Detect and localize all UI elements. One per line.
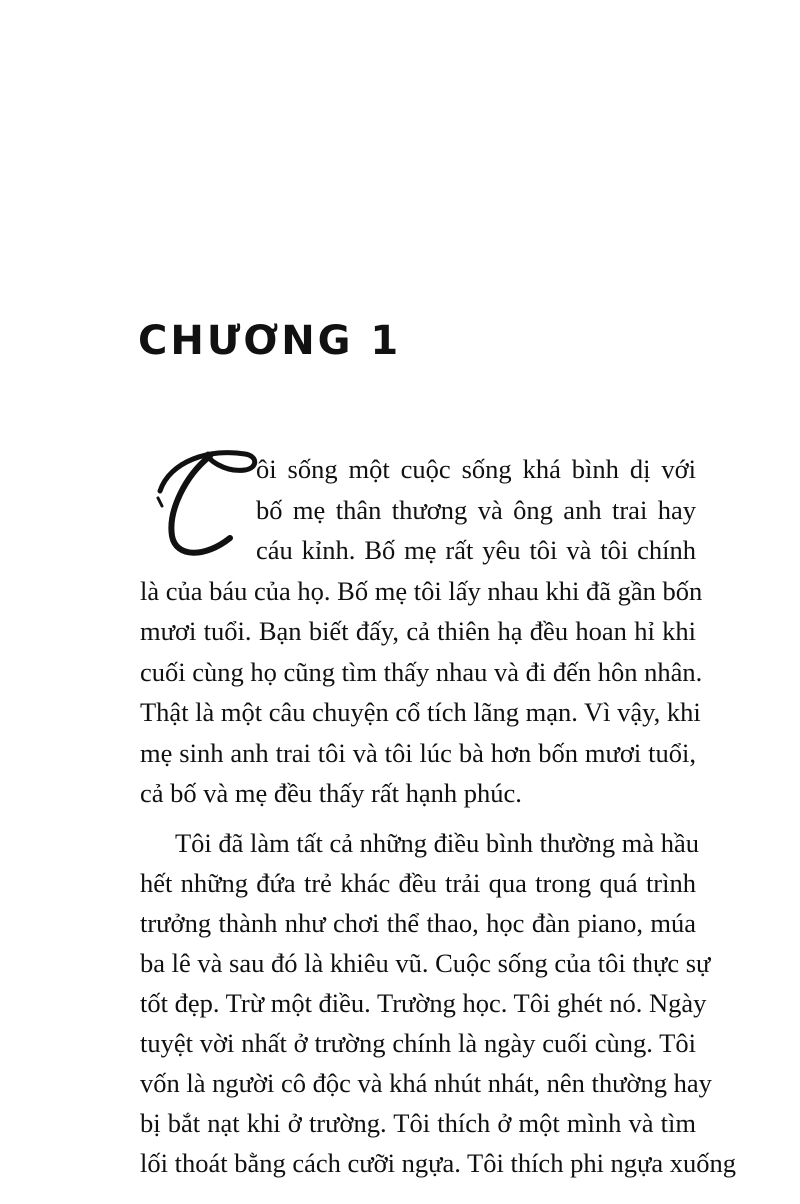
text-line: ôi sống một cuộc sống khá bình dị với <box>256 454 696 484</box>
text-line: mươi tuổi. Bạn biết đấy, cả thiên hạ đều hoan hỉ khi <box>140 616 696 646</box>
text-line: tuyệt vời nhất ở trường chính là ngày cuối cùng. Tôi <box>140 1028 696 1058</box>
text-line: vốn là người cô độc và khá nhút nhát, nên thường hay <box>140 1068 712 1098</box>
text-line: bố mẹ thân thương và ông anh trai hay <box>256 495 696 525</box>
text-line: mẹ sinh anh trai tôi và tôi lúc bà hơn bốn mươi tuổi, <box>140 738 696 768</box>
text-line: Tôi đã làm tất cả những điều bình thường mà hầu <box>175 828 700 858</box>
text-line: là của báu của họ. Bố mẹ tôi lấy nhau khi đã gần bốn <box>140 576 703 606</box>
text-line: lối thoát bằng cách cưỡi ngựa. Tôi thích phi ngựa xuống <box>140 1148 737 1178</box>
text-line: bị bắt nạt khi ở trường. Tôi thích ở một mình và tìm <box>140 1108 696 1138</box>
text-line: ba lê và sau đó là khiêu vũ. Cuộc sống của tôi thực sự <box>140 948 711 978</box>
text-line: Thật là một câu chuyện cổ tích lãng mạn. Vì vậy, khi <box>140 697 701 727</box>
chapter-title: CHƯƠNG 1 <box>138 318 402 364</box>
text-line: hết những đứa trẻ khác đều trải qua trong quá trình <box>140 868 696 898</box>
drop-cap-letter-t <box>150 446 260 561</box>
text-line: tốt đẹp. Trừ một điều. Trường học. Tôi ghét nó. Ngày <box>140 988 707 1018</box>
text-line: cả bố và mẹ đều thấy rất hạnh phúc. <box>140 778 522 808</box>
text-line: cuối cùng họ cũng tìm thấy nhau và đi đến hôn nhân. <box>140 657 703 687</box>
text-line: cáu kỉnh. Bố mẹ rất yêu tôi và tôi chính <box>256 535 696 565</box>
text-line: trưởng thành như chơi thể thao, học đàn piano, múa <box>140 908 696 938</box>
